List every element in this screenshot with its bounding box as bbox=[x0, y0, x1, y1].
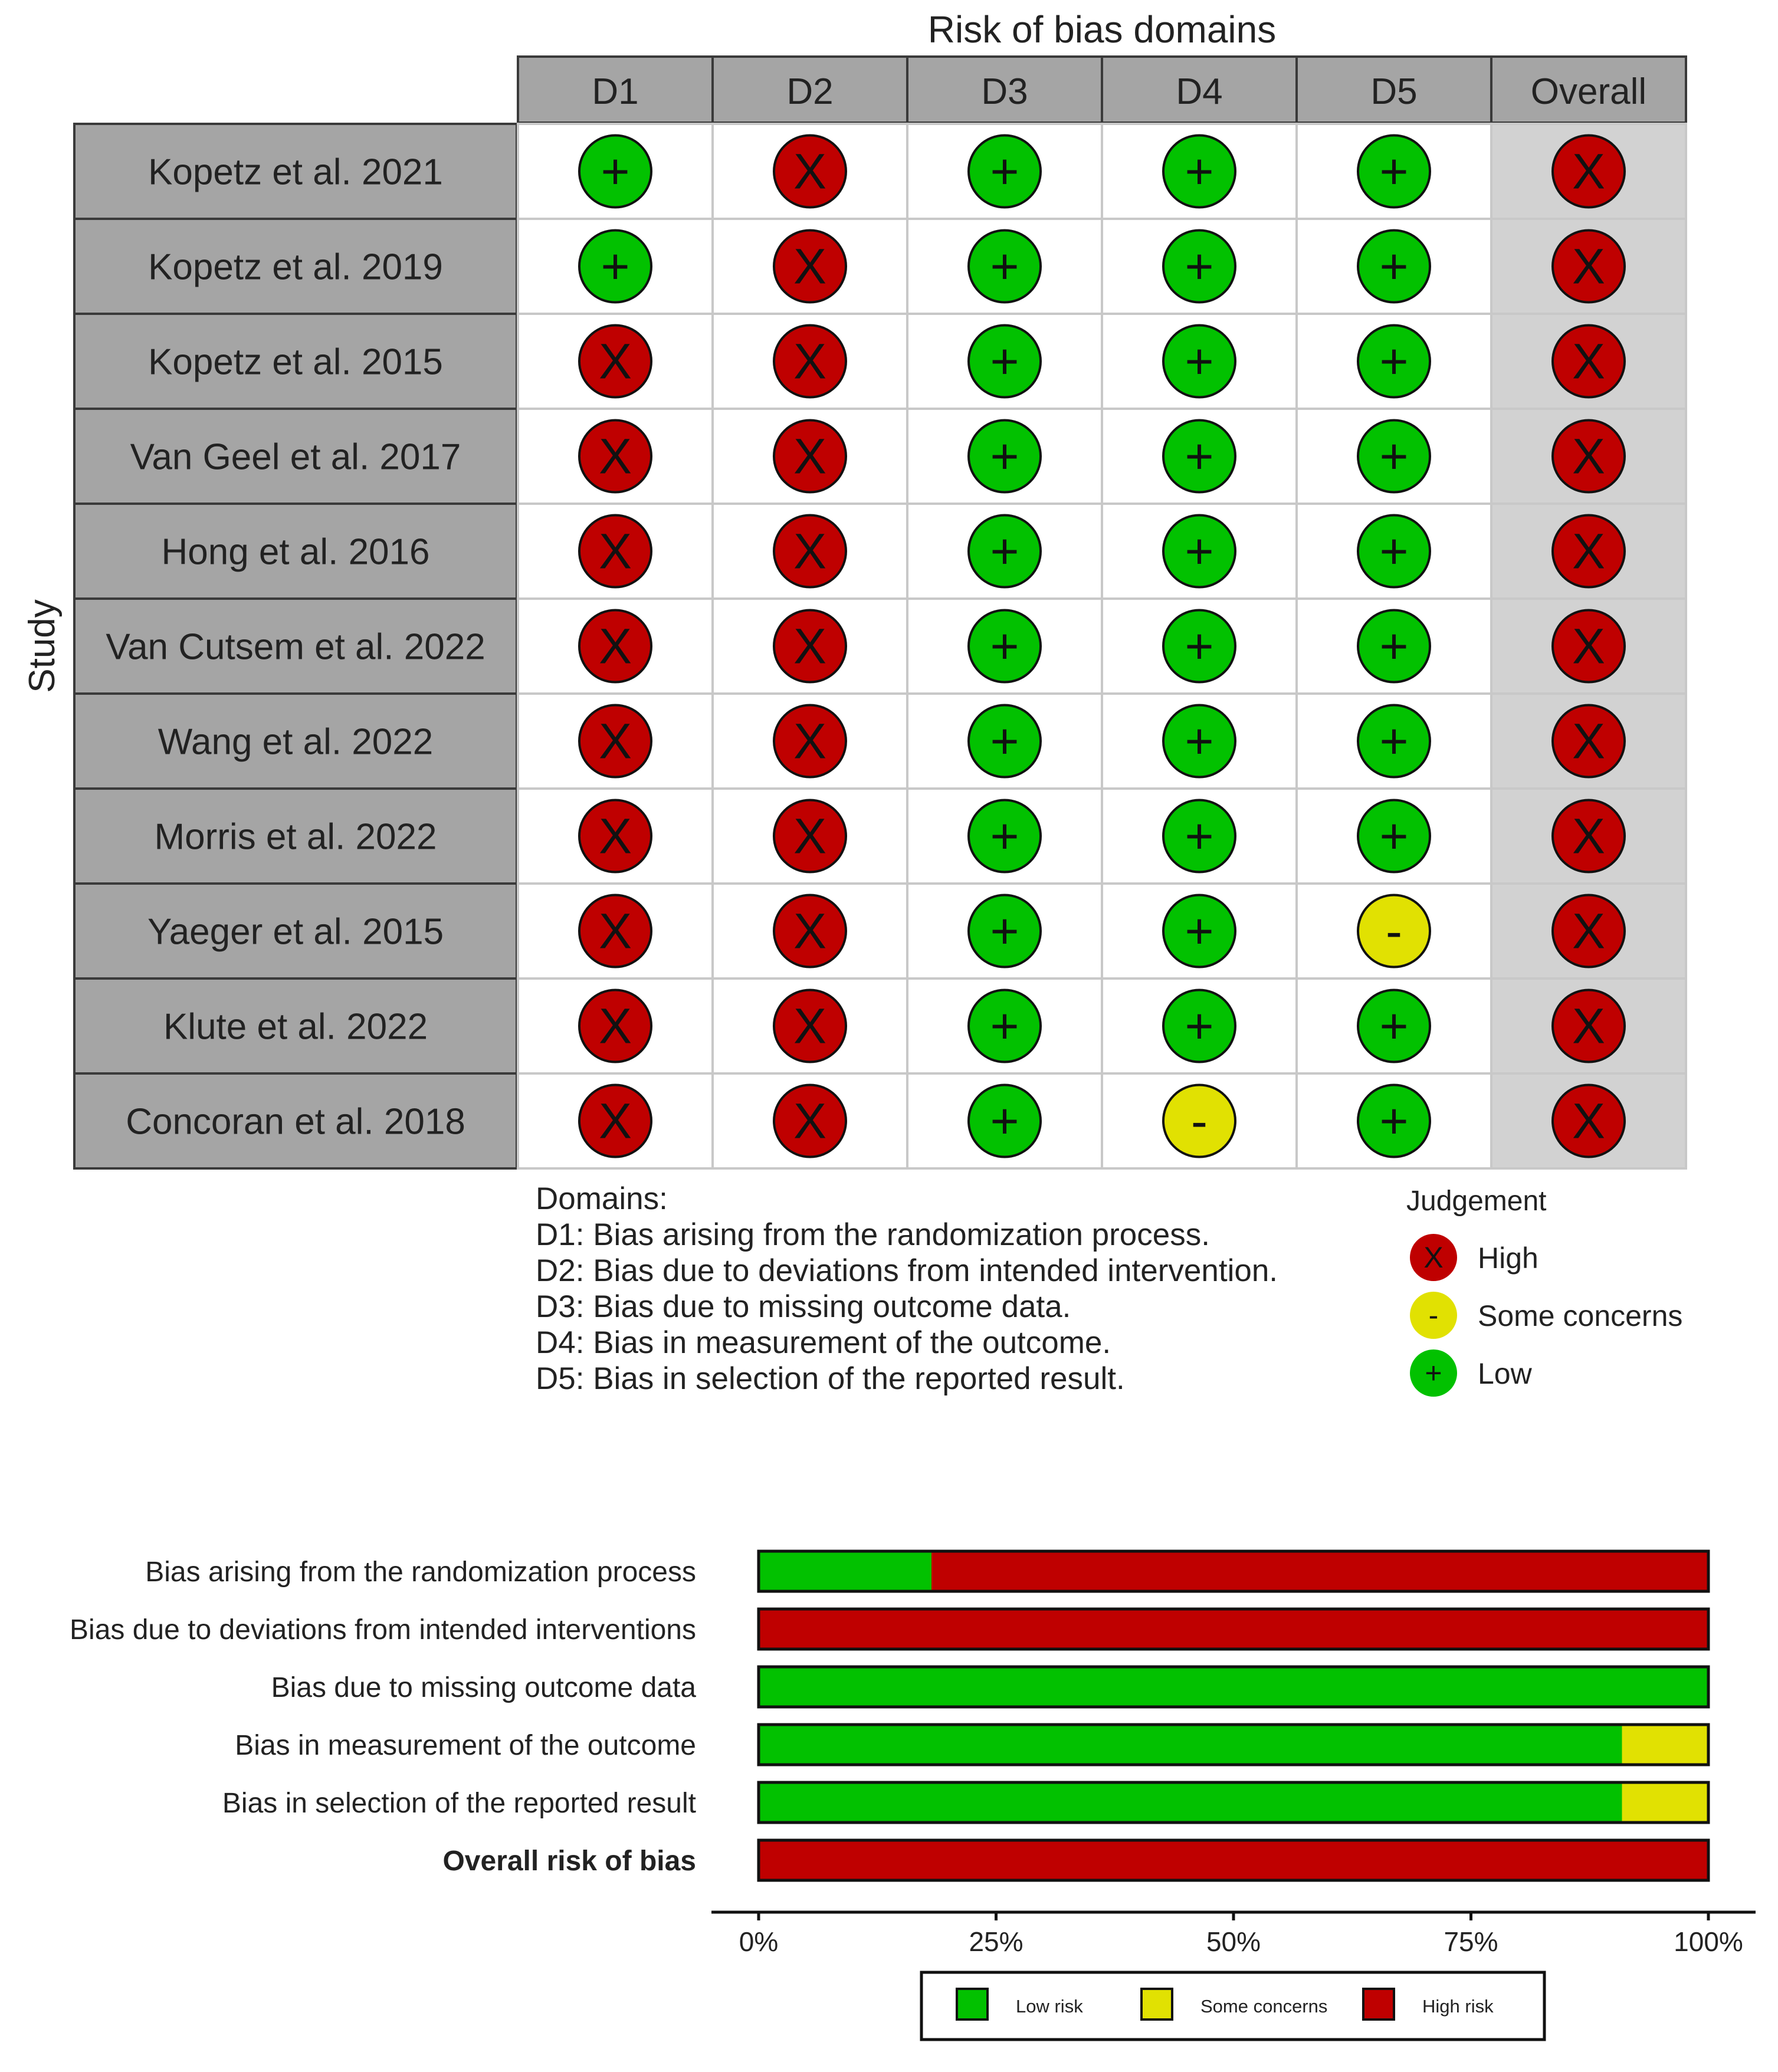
legend-label: High bbox=[1478, 1242, 1538, 1275]
x-tick-label: 25% bbox=[969, 1926, 1024, 1957]
bar-category-label: Bias due to deviations from intended interventions bbox=[70, 1614, 696, 1646]
judgement-symbol: X bbox=[1572, 523, 1606, 579]
judgement-symbol: X bbox=[598, 333, 632, 389]
bar-category-label: Bias in measurement of the outcome bbox=[235, 1730, 696, 1761]
study-label: Kopetz et al. 2021 bbox=[148, 152, 443, 193]
judgement-symbol: X bbox=[793, 333, 827, 389]
study-label: Yaeger et al. 2015 bbox=[147, 911, 444, 953]
bar-legend-label: Low risk bbox=[1016, 1996, 1083, 2017]
column-header-label: D3 bbox=[981, 71, 1028, 112]
bar-segment-high bbox=[759, 1840, 1708, 1880]
judgement-symbol: X bbox=[1572, 808, 1606, 864]
judgement-symbol: X bbox=[598, 428, 632, 484]
study-label: Kopetz et al. 2015 bbox=[148, 341, 443, 383]
bar-segment-some bbox=[1622, 1782, 1708, 1823]
judgement-symbol: + bbox=[1185, 143, 1214, 199]
domain-description: D2: Bias due to deviations from intended intervention. bbox=[536, 1253, 1278, 1288]
judgement-symbol: + bbox=[1379, 713, 1409, 769]
study-label: Van Geel et al. 2017 bbox=[130, 436, 461, 478]
judgement-symbol: + bbox=[990, 333, 1019, 389]
judgement-symbol: + bbox=[1185, 238, 1214, 294]
study-label: Wang et al. 2022 bbox=[158, 721, 434, 763]
study-label: Hong et al. 2016 bbox=[161, 531, 430, 573]
column-header-label: D1 bbox=[592, 71, 639, 112]
judgement-symbol: + bbox=[1379, 143, 1409, 199]
domain-description: D5: Bias in selection of the reported result. bbox=[536, 1361, 1125, 1396]
column-header-label: D5 bbox=[1370, 71, 1418, 112]
chart-title: Risk of bias domains bbox=[927, 8, 1277, 51]
x-tick-label: 75% bbox=[1444, 1926, 1498, 1957]
judgement-symbol: X bbox=[793, 903, 827, 959]
bar-category-label: Bias in selection of the reported result bbox=[222, 1788, 696, 1819]
judgement-symbol: - bbox=[1191, 1093, 1208, 1149]
judgement-symbol: + bbox=[601, 238, 630, 294]
study-label: Klute et al. 2022 bbox=[163, 1006, 428, 1048]
domains-title: Domains: bbox=[536, 1181, 668, 1216]
bar-category-label: Bias arising from the randomization process bbox=[145, 1557, 696, 1588]
legend-symbol: - bbox=[1428, 1299, 1439, 1332]
legend-symbol: X bbox=[1423, 1241, 1444, 1274]
summary-bar-chart bbox=[70, 1551, 1756, 2040]
x-tick-label: 100% bbox=[1674, 1926, 1743, 1957]
judgement-symbol: X bbox=[793, 143, 827, 199]
judgement-symbol: X bbox=[793, 523, 827, 579]
traffic-light-plot bbox=[22, 8, 1686, 1397]
judgement-symbol: - bbox=[1386, 903, 1402, 959]
judgement-symbol: X bbox=[793, 1093, 827, 1149]
judgement-symbol: X bbox=[1572, 618, 1606, 674]
legend-label: Low bbox=[1478, 1357, 1532, 1390]
bar-segment-low bbox=[759, 1551, 931, 1591]
judgement-symbol: + bbox=[601, 143, 630, 199]
bar-category-label: Bias due to missing outcome data bbox=[271, 1672, 696, 1703]
bar-category-label: Overall risk of bias bbox=[442, 1846, 696, 1877]
bar-segment-high bbox=[931, 1551, 1708, 1591]
judgement-symbol: + bbox=[1185, 808, 1214, 864]
bar-segment-low bbox=[759, 1782, 1622, 1823]
bar-legend-low-swatch bbox=[957, 1989, 988, 2020]
judgement-symbol: X bbox=[793, 618, 827, 674]
judgement-symbol: + bbox=[990, 998, 1019, 1054]
judgement-symbol: X bbox=[1572, 143, 1606, 199]
judgement-symbol: + bbox=[1379, 1093, 1409, 1149]
judgement-symbol: + bbox=[1379, 428, 1409, 484]
judgement-symbol: X bbox=[598, 903, 632, 959]
judgement-symbol: X bbox=[1572, 713, 1606, 769]
legend-symbol: + bbox=[1425, 1357, 1442, 1390]
judgement-symbol: + bbox=[1185, 713, 1214, 769]
column-header-label: D4 bbox=[1176, 71, 1223, 112]
bar-legend-some-swatch bbox=[1141, 1989, 1172, 2020]
domain-description: D3: Bias due to missing outcome data. bbox=[536, 1289, 1071, 1324]
judgement-symbol: X bbox=[598, 523, 632, 579]
judgement-symbol: X bbox=[598, 618, 632, 674]
judgement-symbol: X bbox=[793, 713, 827, 769]
judgement-symbol: X bbox=[793, 238, 827, 294]
column-header-label: Overall bbox=[1530, 71, 1647, 112]
judgement-symbol: X bbox=[1572, 428, 1606, 484]
judgement-symbol: + bbox=[1379, 808, 1409, 864]
y-axis-label: Study bbox=[22, 599, 63, 693]
bar-segment-low bbox=[759, 1667, 1708, 1707]
judgement-symbol: + bbox=[990, 428, 1019, 484]
study-label: Morris et al. 2022 bbox=[154, 816, 437, 858]
bar-segment-some bbox=[1622, 1725, 1708, 1765]
judgement-symbol: + bbox=[990, 903, 1019, 959]
judgement-symbol: + bbox=[1185, 523, 1214, 579]
study-label: Van Cutsem et al. 2022 bbox=[106, 626, 485, 668]
judgement-symbol: X bbox=[1572, 903, 1606, 959]
judgement-symbol: X bbox=[598, 1093, 632, 1149]
bar-segment-low bbox=[759, 1725, 1622, 1765]
judgement-symbol: X bbox=[793, 808, 827, 864]
bar-legend-high-swatch bbox=[1363, 1989, 1394, 2020]
judgement-symbol: X bbox=[598, 713, 632, 769]
judgement-symbol: + bbox=[1185, 428, 1214, 484]
x-tick-label: 0% bbox=[739, 1926, 779, 1957]
judgement-symbol: + bbox=[990, 523, 1019, 579]
judgement-symbol: X bbox=[1572, 998, 1606, 1054]
judgement-symbol: X bbox=[1572, 1093, 1606, 1149]
judgement-symbol: + bbox=[1379, 333, 1409, 389]
column-header-label: D2 bbox=[786, 71, 834, 112]
judgement-symbol: + bbox=[1185, 333, 1214, 389]
judgement-symbol: + bbox=[1379, 238, 1409, 294]
judgement-symbol: X bbox=[793, 998, 827, 1054]
bar-legend-label: High risk bbox=[1422, 1996, 1494, 2017]
judgement-symbol: + bbox=[990, 618, 1019, 674]
judgement-symbol: + bbox=[1379, 998, 1409, 1054]
judgement-symbol: + bbox=[1185, 998, 1214, 1054]
judgement-symbol: + bbox=[1379, 523, 1409, 579]
study-label: Kopetz et al. 2019 bbox=[148, 247, 443, 288]
judgement-symbol: + bbox=[1379, 618, 1409, 674]
judgement-symbol: X bbox=[1572, 333, 1606, 389]
x-tick-label: 50% bbox=[1206, 1926, 1261, 1957]
judgement-symbol: X bbox=[598, 808, 632, 864]
judgement-symbol: + bbox=[990, 808, 1019, 864]
study-label: Concoran et al. 2018 bbox=[126, 1101, 465, 1142]
judgement-symbol: + bbox=[990, 143, 1019, 199]
judgement-symbol: + bbox=[990, 713, 1019, 769]
bar-segment-high bbox=[759, 1609, 1708, 1649]
domain-description: D4: Bias in measurement of the outcome. bbox=[536, 1325, 1111, 1360]
judgement-symbol: + bbox=[1185, 903, 1214, 959]
bar-legend-label: Some concerns bbox=[1200, 1996, 1328, 2017]
judgement-symbol: X bbox=[598, 998, 632, 1054]
judgement-symbol: X bbox=[1572, 238, 1606, 294]
judgement-legend-title: Judgement bbox=[1406, 1186, 1547, 1217]
judgement-symbol: X bbox=[793, 428, 827, 484]
domain-description: D1: Bias arising from the randomization process. bbox=[536, 1217, 1210, 1252]
legend-label: Some concerns bbox=[1478, 1299, 1683, 1332]
judgement-symbol: + bbox=[990, 1093, 1019, 1149]
judgement-symbol: + bbox=[1185, 618, 1214, 674]
judgement-symbol: + bbox=[990, 238, 1019, 294]
